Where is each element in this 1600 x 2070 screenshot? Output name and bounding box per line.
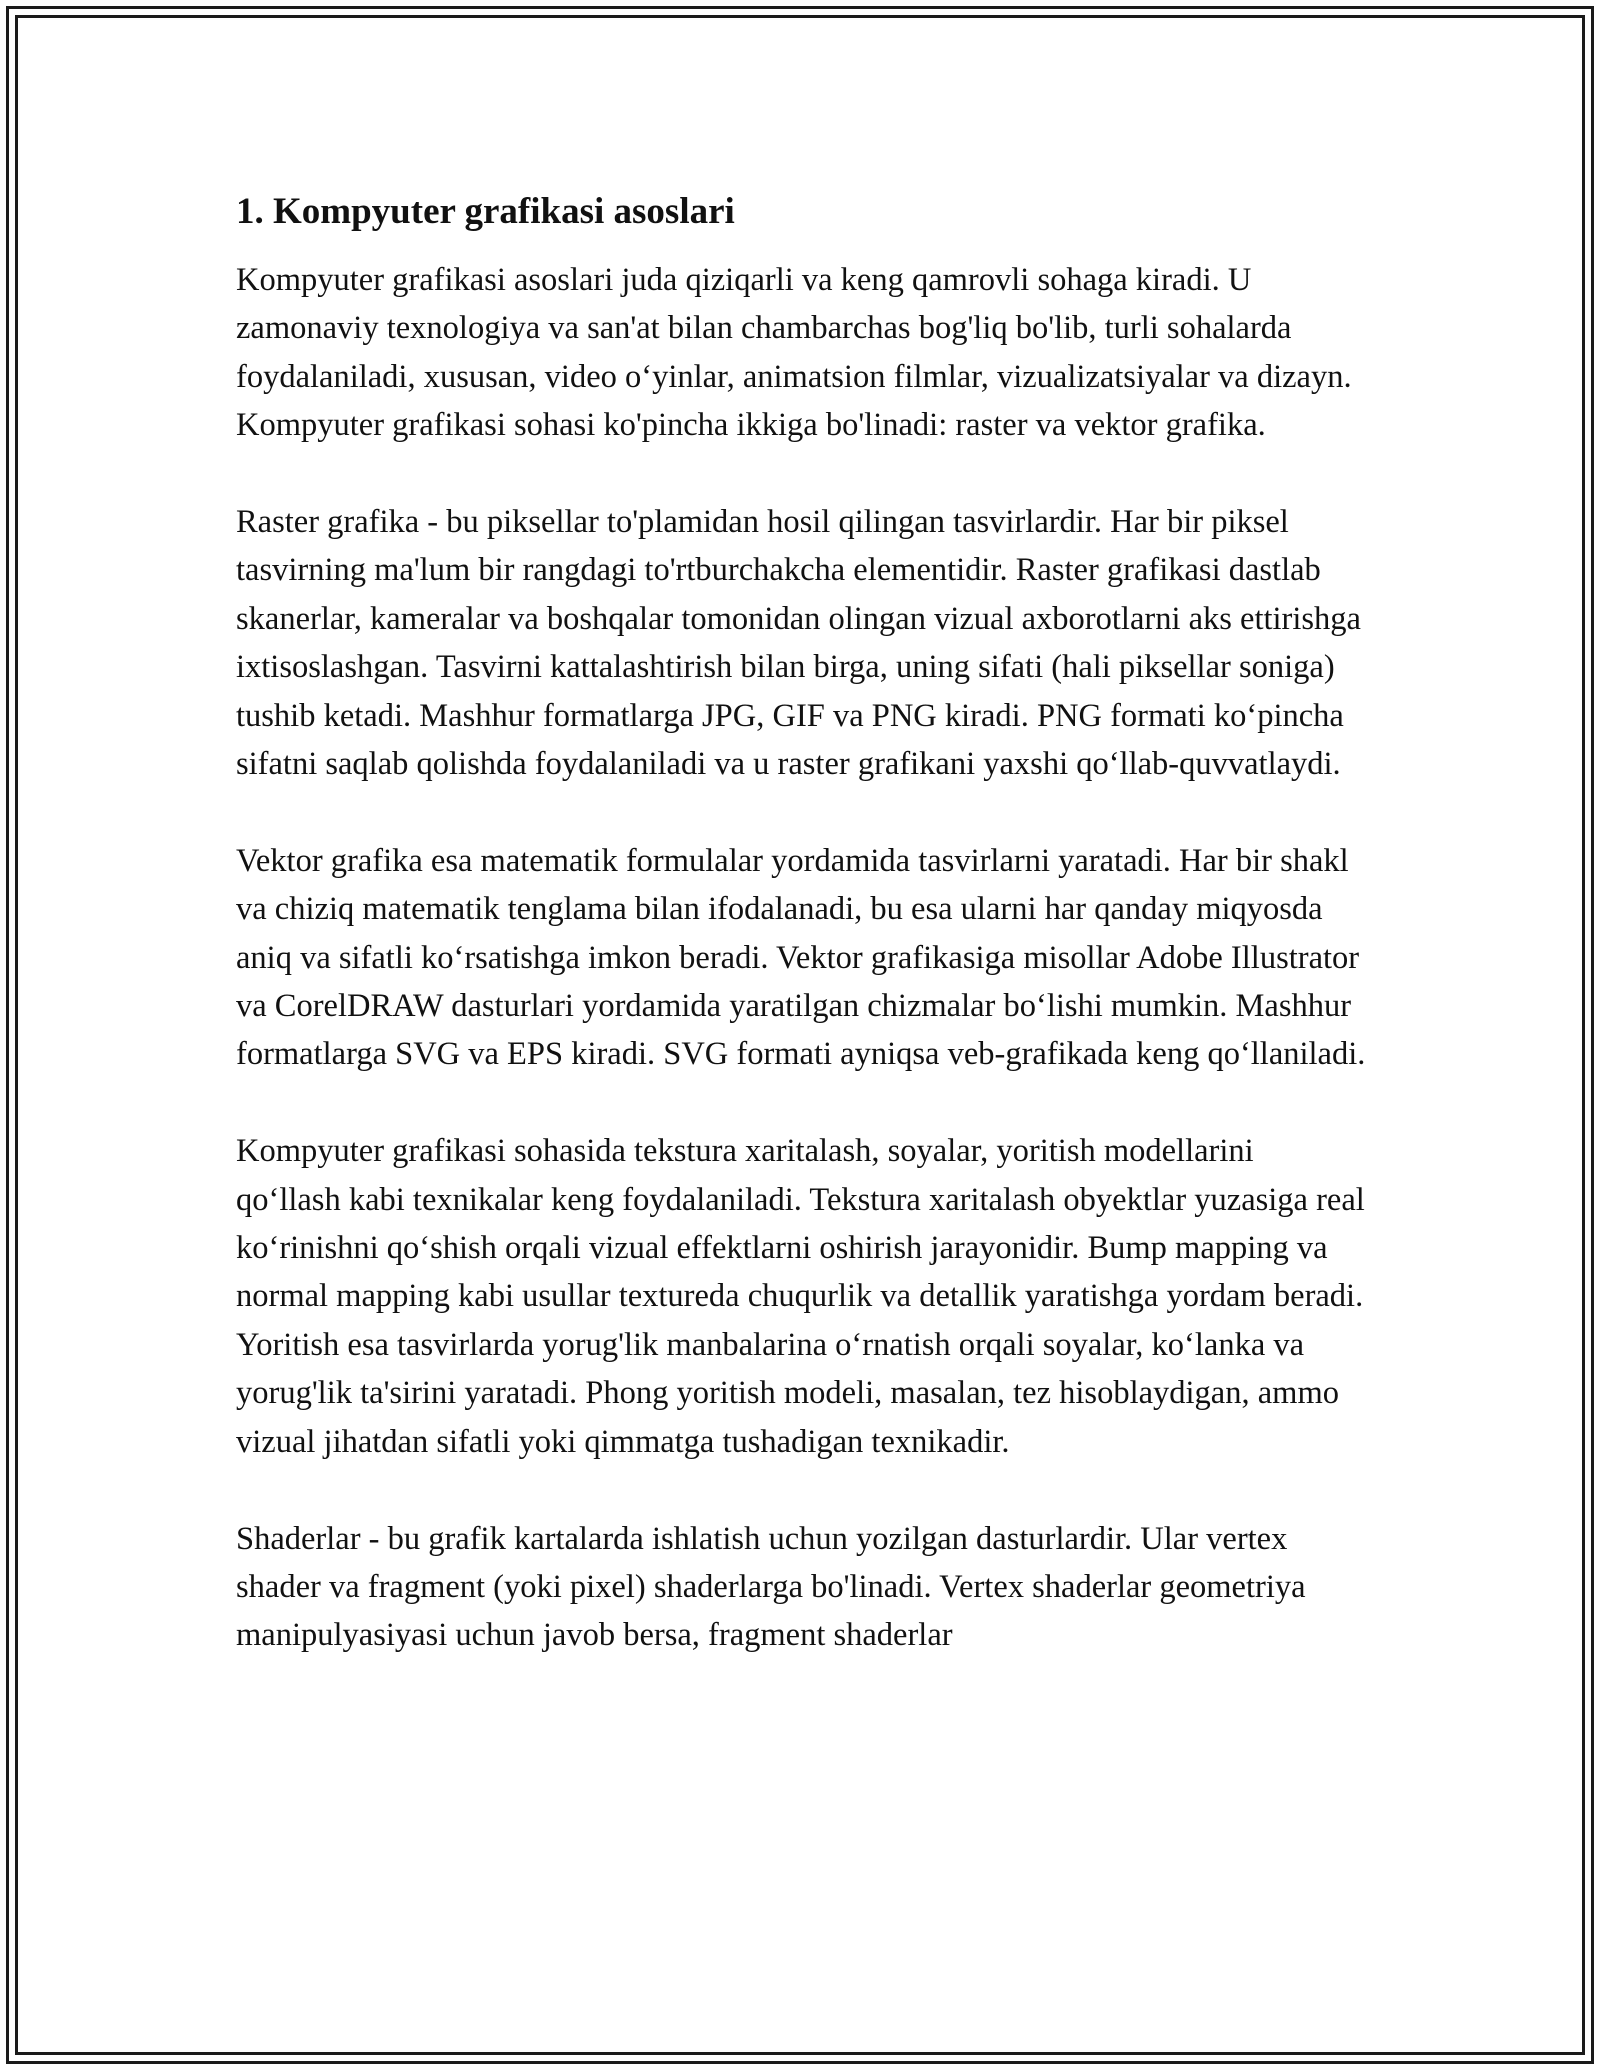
paragraph-raster: Raster grafika - bu piksellar to'plamidan hosil qilingan tasvirlardir. Har bir piksel tasvirning ma'lum bir rangdagi to'rtburchakcha elementidir. Raster grafikasi dastlab skanerlar, kameralar va boshqalar tomonidan olingan vizual axborotlarni aks ettirishga ixtisoslashgan. Tasvirni kattalashtirish bilan birga, uning sifati (hali piksellar soniga) tushib ketadi. Mashhur formatlarga JPG, GIF va PNG kiradi. PNG formati koʻpincha sifatni saqlab qolishda foydalaniladi va u raster grafikani yaxshi qoʻllab-quvvatlaydi. xyxy=(236,504,1361,783)
paragraph-shaders: Shaderlar - bu grafik kartalarda ishlatish uchun yozilgan dasturlardir. Ular vertex shader va fragment (yoki pixel) shaderlarga bo'linadi. Vertex shaderlar geometriya manipulyasiyasi uchun javob bersa, fragment shaderlar xyxy=(236,1520,1306,1654)
section-heading: 1. Kompyuter grafikasi asoslari xyxy=(236,191,735,232)
document-body xyxy=(236,188,1366,1708)
paragraph-intro: Kompyuter grafikasi asoslari juda qiziqarli va keng qamrovli sohaga kiradi. U zamonaviy texnologiya va san'at bilan chambarchas bog'liq bo'lib, turli sohalarda foydalaniladi, xususan, video oʻyinlar, animatsion filmlar, vizualizatsiyalar va dizayn. Kompyuter grafikasi sohasi ko'pincha ikkiga bo'linadi: raster va vektor grafika. xyxy=(236,262,1352,444)
paragraph-techniques: Kompyuter grafikasi sohasida tekstura xaritalash, soyalar, yoritish modellarini qoʻllash kabi texnikalar keng foydalaniladi. Tekstura xaritalash obyektlar yuzasiga real koʻrinishni qoʻshish orqali vizual effektlarni oshirish jarayonidir. Bump mapping va normal mapping kabi usullar textureda chuqurlik va detallik yaratishga yordam beradi. Yoritish esa tasvirlarda yorug'lik manbalarina oʻrnatish orqali soyalar, koʻlanka va yorug'lik ta'sirini yaratadi. Phong yoritish modeli, masalan, tez hisoblaydigan, ammo vizual jihatdan sifatli yoki qimmatga tushadigan texnikadir. xyxy=(236,1133,1365,1460)
paragraph-vector: Vektor grafika esa matematik formulalar yordamida tasvirlarni yaratadi. Har bir shakl va chiziq matematik tenglama bilan ifodalanadi, bu esa ularni har qanday miqyosda aniq va sifatli koʻrsatishga imkon beradi. Vektor grafikasiga misollar Adobe Illustrator va CorelDRAW dasturlari yordamida yaratilgan chizmalar boʻlishi mumkin. Mashhur formatlarga SVG va EPS kiradi. SVG formati ayniqsa veb-grafikada keng qoʻllaniladi. xyxy=(236,842,1366,1073)
